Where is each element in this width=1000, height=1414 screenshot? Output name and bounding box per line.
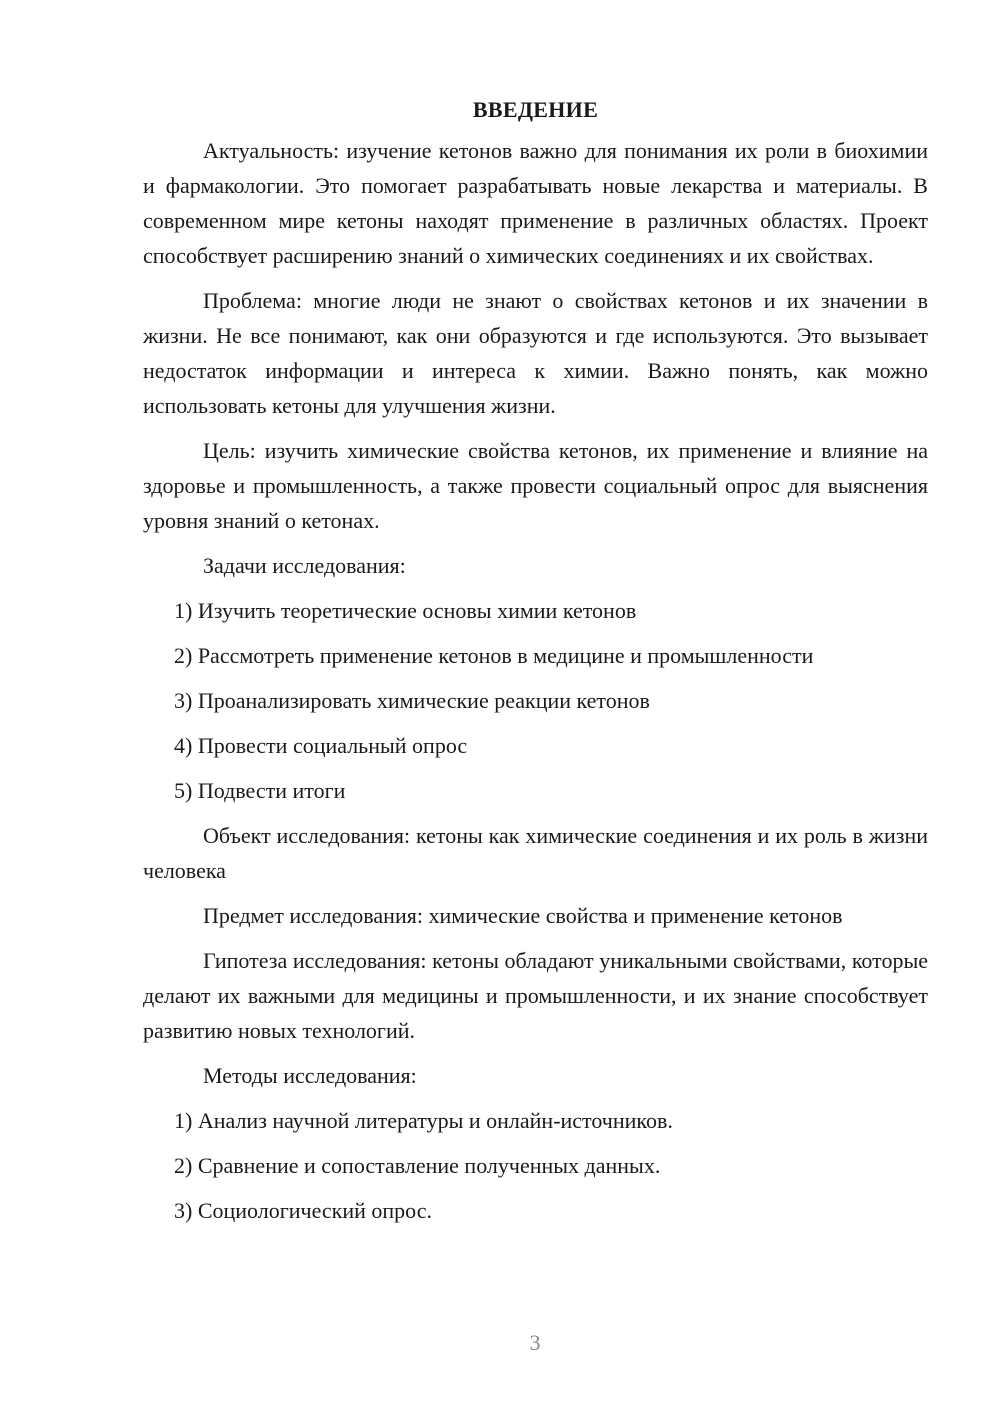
task-item: 5) Подвести итоги [174,778,346,803]
method-item: 3) Социологический опрос. [174,1198,432,1223]
page-number: 3 [529,1330,541,1355]
task-item: 1) Изучить теоретические основы химии кетонов [174,598,637,623]
subject-paragraph: Предмет исследования: химические свойства и применение кетонов [203,903,843,928]
object-paragraph: Объект исследования: кетоны как химические соединения и их роль в жизни человека [143,823,928,883]
relevance-paragraph: Актуальность: изучение кетонов важно для понимания их роли в биохимии и фармакологии. Это помогает разрабатывать новые лекарства и материалы. В современном мире кетоны находят применение в различных областях. Проект способствует расширению знаний о химических соединениях и их свойствах. [143,138,928,268]
document-page [143,92,928,1238]
method-item: 2) Сравнение и сопоставление полученных данных. [174,1153,661,1178]
section-title: ВВЕДЕНИЕ [472,97,599,122]
methods-list [143,1103,928,1228]
task-item: 4) Провести социальный опрос [174,733,468,758]
task-item: 2) Рассмотреть применение кетонов в медицине и промышленности [174,643,814,668]
goal-paragraph: Цель: изучить химические свойства кетонов, их применение и влияние на здоровье и промышленность, а также провести социальный опрос для выяснения уровня знаний о кетонах. [143,438,928,533]
task-item: 3) Проанализировать химические реакции кетонов [174,688,650,713]
problem-paragraph: Проблема: многие люди не знают о свойствах кетонов и их значении в жизни. Не все понимают, как они образуются и где используются. Это вызывает недостаток информации и интереса к химии. Важно понять, как можно использовать кетоны для улучшения жизни. [143,288,928,418]
methods-heading: Методы исследования: [203,1063,417,1088]
tasks-heading: Задачи исследования: [203,553,406,578]
tasks-list [143,593,928,808]
hypothesis-paragraph: Гипотеза исследования: кетоны обладают уникальными свойствами, которые делают их важными для медицины и промышленности, и их знание способствует развитию новых технологий. [143,948,928,1043]
method-item: 1) Анализ научной литературы и онлайн-источников. [174,1108,673,1133]
